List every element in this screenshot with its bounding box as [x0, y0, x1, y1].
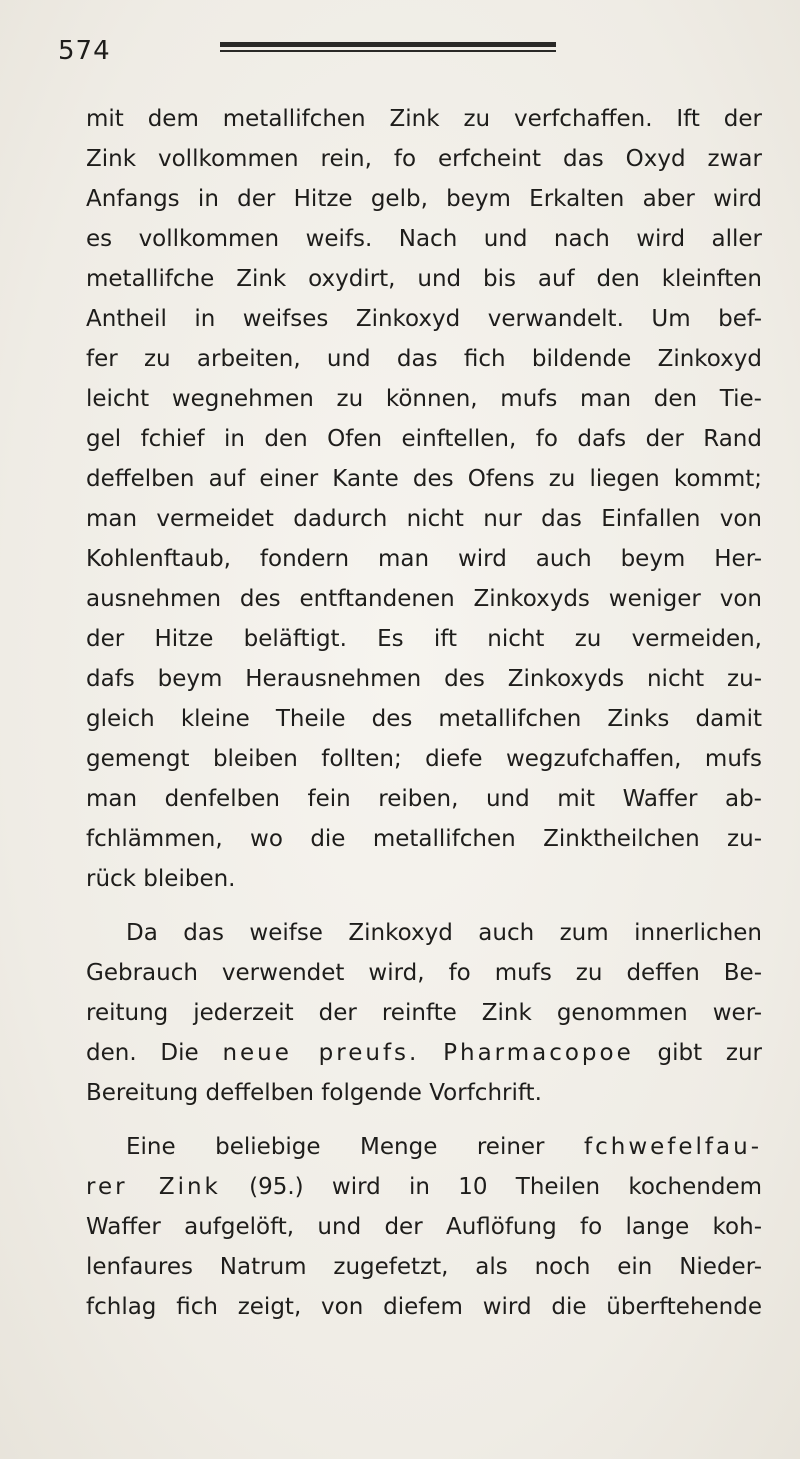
text-line: gleich kleine Theile des metallifchen Zinks damit	[86, 706, 762, 732]
paragraph-2	[86, 913, 762, 1113]
text-line	[86, 1167, 762, 1207]
text-line: deffelben auf einer Kante des Ofens zu liegen kommt;	[86, 466, 762, 492]
text-line	[86, 1127, 762, 1167]
text-line: Antheil in weifses Zinkoxyd verwandelt. Um bef-	[86, 306, 762, 332]
header-rule-thin	[220, 50, 556, 52]
header-rule-thick	[220, 42, 556, 47]
text-line: Kohlenftaub, fondern man wird auch beym Her-	[86, 546, 762, 572]
text-line: Bereitung deffelben folgende Vorfchrift.	[86, 1080, 542, 1106]
spaced-text: fchwefelfau-	[584, 1134, 762, 1160]
text-line: es vollkommen weifs. Nach und nach wird aller	[86, 226, 762, 252]
text-line: Zink vollkommen rein, fo erfcheint das Oxyd zwar	[86, 146, 762, 172]
paragraph-3	[86, 1127, 762, 1327]
text-line: gemengt bleiben follten; diefe wegzufchaffen, mufs	[86, 746, 762, 772]
spaced-text: rer Zink	[86, 1174, 221, 1200]
page-header	[58, 28, 758, 76]
body-text	[86, 99, 762, 1327]
text-run: den. Die	[86, 1040, 223, 1066]
text-line: Anfangs in der Hitze gelb, beym Erkalten aber wird	[86, 186, 762, 212]
text-line: Waffer aufgelöft, und der Auflöfung fo lange koh-	[86, 1214, 762, 1240]
text-line: Da das weifse Zinkoxyd auch zum innerlichen	[126, 920, 762, 946]
text-line: mit dem metallifchen Zink zu verfchaffen. Ift der	[86, 106, 762, 132]
text-line: rück bleiben.	[86, 866, 236, 892]
text-run: (95.) wird in 10 Theilen kochendem	[220, 1174, 763, 1200]
text-run: Eine beliebige Menge reiner	[126, 1134, 584, 1160]
text-line: der Hitze beläftigt. Es ift nicht zu vermeiden,	[86, 626, 762, 652]
spaced-text: neue preufs.	[222, 1040, 420, 1066]
page-number: 574	[58, 36, 111, 66]
text-line: lenfaures Natrum zugefetzt, als noch ein Nieder-	[86, 1254, 762, 1280]
text-line: fchlag fich zeigt, von diefem wird die überftehende	[86, 1294, 762, 1320]
text-line: man denfelben fein reiben, und mit Waffer ab-	[86, 786, 762, 812]
text-line: fer zu arbeiten, und das fich bildende Zinkoxyd	[86, 346, 762, 372]
paragraph-1	[86, 99, 762, 899]
spaced-text: Pharmacopoe	[443, 1040, 634, 1066]
text-run: gibt zur	[633, 1040, 763, 1066]
header-rule	[220, 42, 556, 54]
text-line: gel fchief in den Ofen einftellen, fo dafs der Rand	[86, 426, 762, 452]
text-line: Gebrauch verwendet wird, fo mufs zu deffen Be-	[86, 960, 762, 986]
text-line: dafs beym Herausnehmen des Zinkoxyds nicht zu-	[86, 666, 762, 692]
text-line: reitung jederzeit der reinfte Zink genommen wer-	[86, 1000, 762, 1026]
text-line: ausnehmen des entftandenen Zinkoxyds weniger von	[86, 586, 762, 612]
text-line: leicht wegnehmen zu können, mufs man den Tie-	[86, 386, 762, 412]
text-run	[419, 1040, 443, 1066]
text-line	[86, 1033, 762, 1073]
text-line: man vermeidet dadurch nicht nur das Einfallen von	[86, 506, 762, 532]
text-line: metallifche Zink oxydirt, und bis auf den kleinften	[86, 266, 762, 292]
text-line: fchlämmen, wo die metallifchen Zinktheilchen zu-	[86, 826, 762, 852]
